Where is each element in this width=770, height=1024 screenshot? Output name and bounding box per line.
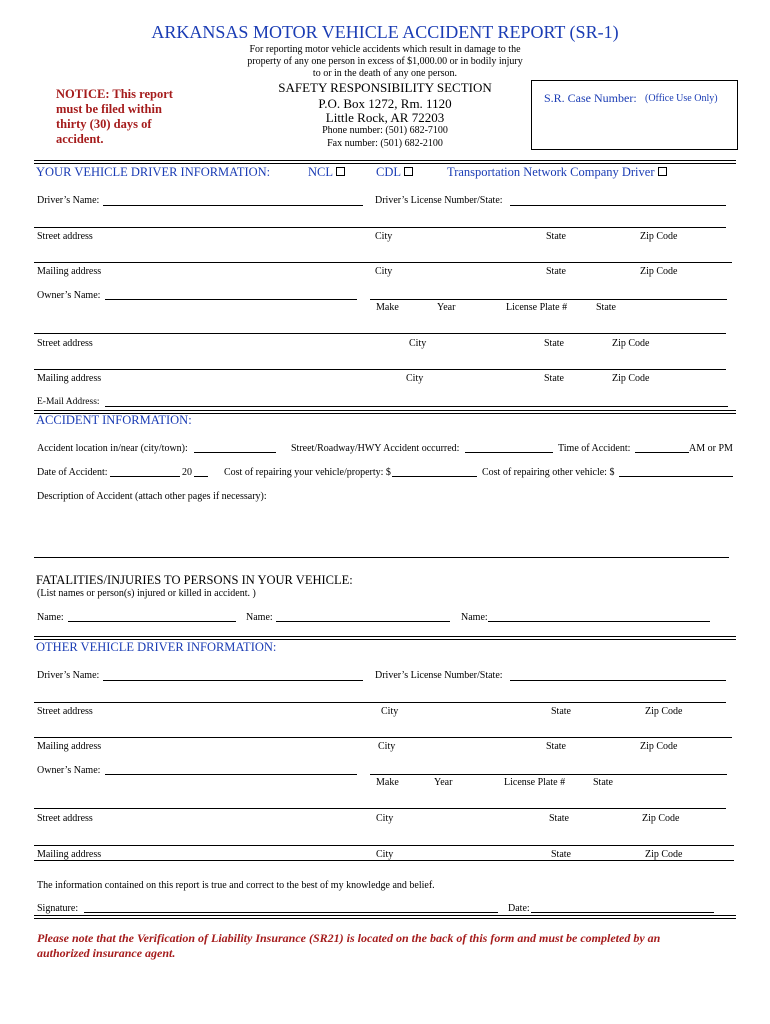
mailing-label: Mailing address (37, 849, 102, 860)
cost-other-field[interactable] (619, 476, 733, 477)
state-label: State (551, 706, 571, 717)
zip-label: Zip Code (612, 373, 650, 384)
description-label: Description of Accident (attach other pages if necessary): (37, 491, 267, 502)
mailing-underline (34, 860, 734, 861)
other-license-field[interactable] (510, 680, 726, 681)
city-label: City (376, 849, 394, 860)
ncl-label: NCL (308, 165, 333, 179)
case-number-box[interactable] (531, 80, 738, 150)
ncl-option[interactable] (308, 165, 345, 180)
page-title: ARKANSAS MOTOR VEHICLE ACCIDENT REPORT (SR-1) (151, 22, 619, 42)
address-line-1: P.O. Box 1272, Rm. 1120 (318, 96, 452, 111)
license-label: Driver’s License Number/State: (375, 670, 503, 681)
other-mailing-line[interactable] (34, 737, 732, 738)
year-label: Year (434, 777, 453, 788)
other-owner-mailing-line[interactable] (34, 845, 734, 846)
city-label: City (376, 813, 394, 824)
mailing-label: Mailing address (37, 741, 102, 752)
accident-heading: ACCIDENT INFORMATION: (36, 413, 192, 427)
make-label: Make (376, 302, 399, 313)
street-hwy-field[interactable] (465, 452, 553, 453)
intro-line-3: to or in the death of any one person. (312, 68, 458, 79)
zip-label: Zip Code (640, 266, 678, 277)
state-label: State (544, 338, 564, 349)
owner-street-line[interactable] (34, 333, 726, 334)
section-divider (34, 160, 736, 164)
other-street-line[interactable] (34, 702, 726, 703)
address-line-2: Little Rock, AR 72203 (325, 110, 445, 125)
name-field-2[interactable] (276, 621, 450, 622)
state-label: State (551, 849, 571, 860)
state-label: State (546, 266, 566, 277)
plate-label: License Plate # (506, 302, 568, 313)
street-label: Street address (37, 813, 93, 824)
city-label: City (378, 741, 396, 752)
state-label: State (593, 777, 613, 788)
other-owner-field[interactable] (105, 774, 357, 775)
cdl-label: CDL (376, 165, 401, 179)
name-field-3[interactable] (488, 621, 710, 622)
street-label: Street address (37, 231, 93, 242)
cost-own-label: Cost of repairing your vehicle/property: $ (224, 467, 391, 478)
drivers-name-label: Driver’s Name: (37, 670, 100, 681)
tnc-checkbox[interactable] (658, 167, 667, 176)
signature-date-field[interactable] (531, 912, 714, 913)
zip-label: Zip Code (645, 706, 683, 717)
street-label: Street address (37, 706, 93, 717)
notice-line-4: accident. (56, 132, 104, 146)
email-label: E-Mail Address: (37, 397, 100, 407)
location-label: Accident location in/near (city/town): (37, 443, 188, 454)
am-pm-label: AM or PM (689, 443, 733, 454)
cost-other-label: Cost of repairing other vehicle: $ (482, 467, 615, 478)
city-label: City (375, 266, 393, 277)
mailing-line[interactable] (34, 262, 732, 263)
date-label: Date: (508, 903, 530, 914)
fatalities-sub: (List names or person(s) injured or killed in accident. ) (37, 588, 256, 599)
notice-line-3: thirty (30) days of (56, 117, 152, 131)
street-label: Street address (37, 338, 93, 349)
time-field[interactable] (635, 452, 689, 453)
cdl-checkbox[interactable] (404, 167, 413, 176)
owner-label: Owner’s Name: (37, 290, 101, 301)
street-hwy-label: Street/Roadway/HWY Accident occurred: (291, 443, 460, 454)
time-label: Time of Accident: (558, 443, 631, 454)
insurance-note-line-1: Please note that the Verification of Liability Insurance (SR21) is located on the back of this form and must be completed by an (37, 931, 661, 945)
tnc-label: Transportation Network Company Driver (447, 165, 655, 179)
notice-line-1: NOTICE: This report (56, 87, 173, 101)
description-field[interactable] (34, 557, 729, 558)
make-label: Make (376, 777, 399, 788)
plate-label: License Plate # (504, 777, 566, 788)
drivers-name-label: Driver’s Name: (37, 195, 100, 206)
insurance-note-line-2: authorized insurance agent. (37, 946, 176, 960)
location-field[interactable] (194, 452, 276, 453)
city-label: City (375, 231, 393, 242)
email-field[interactable] (105, 406, 728, 407)
zip-label: Zip Code (645, 849, 683, 860)
fatalities-heading: FATALITIES/INJURIES TO PERSONS IN YOUR VEHICLE: (36, 573, 353, 587)
mailing-label: Mailing address (37, 266, 102, 277)
section-name: SAFETY RESPONSIBILITY SECTION (278, 80, 492, 95)
intro-line-2: property of any one person in excess of $1,000.00 or in bodily injury (247, 56, 523, 67)
case-number-note: (Office Use Only) (645, 93, 718, 104)
tnc-option[interactable] (447, 165, 667, 180)
other-vehicle-line[interactable] (370, 774, 727, 775)
license-label: Driver’s License Number/State: (375, 195, 503, 206)
year-label: Year (437, 302, 456, 313)
name-label: Name: (461, 612, 488, 623)
year-prefix: 20 (182, 467, 192, 478)
name-label: Name: (246, 612, 273, 623)
owner-mailing-line[interactable] (34, 369, 726, 370)
drivers-name-field[interactable] (103, 205, 363, 206)
signature-label: Signature: (37, 903, 79, 914)
date-year-field[interactable] (194, 476, 208, 477)
certify-statement: The information contained on this report is true and correct to the best of my knowledge and belief. (37, 880, 435, 891)
signature-field[interactable] (84, 912, 498, 913)
notice-line-2: must be filed within (56, 102, 162, 116)
zip-label: Zip Code (640, 231, 678, 242)
date-field[interactable] (110, 476, 180, 477)
owner-field[interactable] (105, 299, 357, 300)
city-label: City (406, 373, 424, 384)
street-line[interactable] (34, 227, 726, 228)
your-driver-heading: YOUR VEHICLE DRIVER INFORMATION: (36, 165, 271, 179)
vehicle-line[interactable] (370, 299, 727, 300)
fax-number: Fax number: (501) 682-2100 (327, 138, 443, 149)
case-number-label: S.R. Case Number: (544, 91, 637, 105)
mailing-label: Mailing address (37, 373, 102, 384)
other-drivers-name-field[interactable] (103, 680, 363, 681)
phone-number: Phone number: (501) 682-7100 (322, 125, 448, 136)
other-owner-street-line[interactable] (34, 808, 726, 809)
license-field[interactable] (510, 205, 726, 206)
city-label: City (381, 706, 399, 717)
other-driver-heading: OTHER VEHICLE DRIVER INFORMATION: (36, 640, 277, 654)
zip-label: Zip Code (642, 813, 680, 824)
state-label: State (549, 813, 569, 824)
zip-label: Zip Code (612, 338, 650, 349)
zip-label: Zip Code (640, 741, 678, 752)
ncl-checkbox[interactable] (336, 167, 345, 176)
state-label: State (546, 231, 566, 242)
date-label: Date of Accident: (37, 467, 108, 478)
state-label: State (546, 741, 566, 752)
owner-label: Owner’s Name: (37, 765, 101, 776)
name-field-1[interactable] (68, 621, 236, 622)
name-label: Name: (37, 612, 64, 623)
state-label: State (596, 302, 616, 313)
cdl-option[interactable] (376, 165, 413, 180)
state-label: State (544, 373, 564, 384)
intro-line-1: For reporting motor vehicle accidents which result in damage to the (249, 44, 521, 55)
city-label: City (409, 338, 427, 349)
section-divider (34, 915, 736, 919)
cost-own-field[interactable] (392, 476, 477, 477)
